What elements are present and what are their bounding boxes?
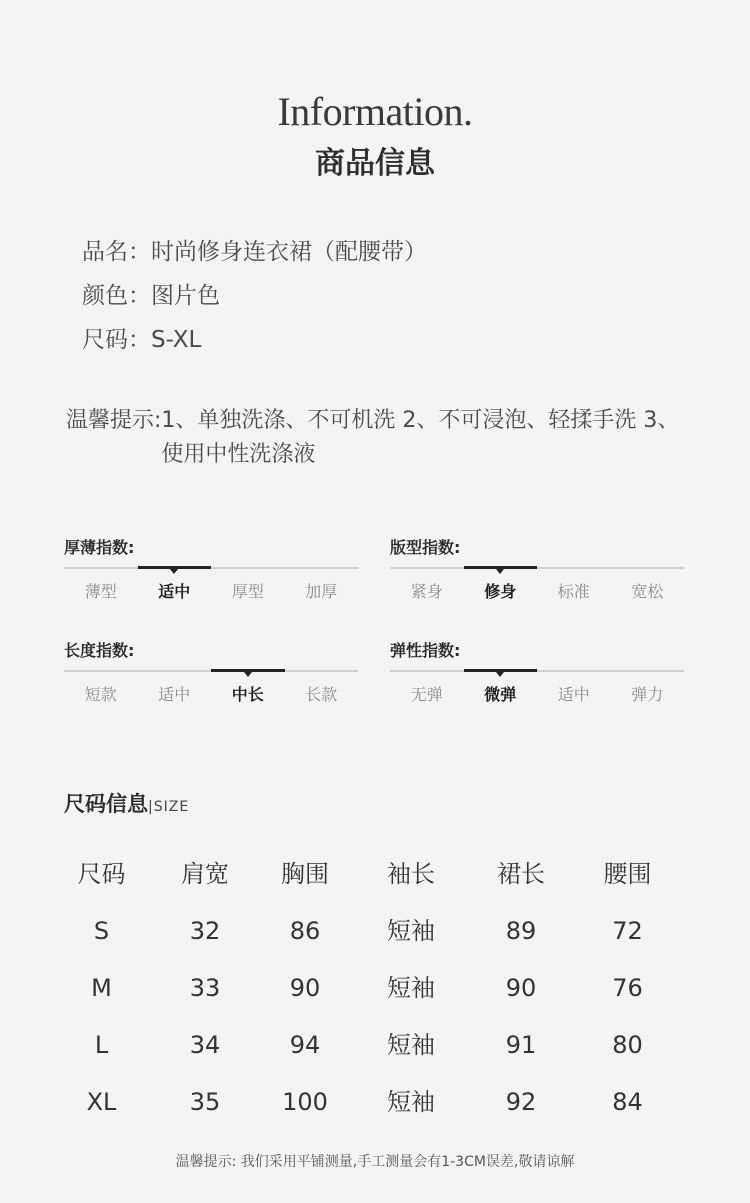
table-cell: 89: [505, 917, 537, 945]
table-cell: 90: [289, 974, 321, 1002]
table-cell: 84: [612, 1088, 643, 1116]
table-header-cell: 胸围: [281, 860, 329, 888]
table-row: [48, 960, 680, 1017]
table-cell: 92: [505, 1088, 537, 1116]
index-bar: [64, 567, 358, 569]
info-label: 品名：: [82, 239, 151, 265]
table-cell: M: [91, 974, 112, 1002]
index-title: 长度指数:: [64, 641, 135, 660]
table-cell: 32: [189, 917, 221, 945]
table-header-cell: 腰围: [603, 860, 652, 888]
table-cell: 短袖: [387, 1088, 435, 1116]
care-tip-label: 温馨提示:: [66, 408, 162, 433]
product-info: [82, 230, 427, 362]
table-cell: 76: [612, 974, 643, 1002]
info-value: S-XL: [151, 327, 202, 353]
index-pointer-icon: [170, 569, 178, 574]
table-cell: 35: [189, 1088, 221, 1116]
index-option-selected: 微弹: [484, 685, 517, 704]
table-cell: 86: [289, 917, 321, 945]
page-title-en: Information.: [277, 89, 473, 134]
info-row-color: [82, 274, 427, 318]
index-option: 无弹: [410, 685, 443, 704]
index-pointer-icon: [496, 672, 504, 677]
table-cell: 短袖: [387, 974, 435, 1002]
table-header-cell: 肩宽: [181, 860, 229, 888]
size-table: [48, 846, 680, 1131]
table-cell: L: [94, 1031, 109, 1059]
index-option: 适中: [557, 685, 590, 704]
table-cell: 91: [505, 1031, 537, 1059]
index-length: [64, 636, 358, 705]
table-cell: 短袖: [387, 1031, 435, 1059]
table-cell: S: [93, 917, 110, 945]
index-option: 标准: [557, 582, 590, 601]
index-elasticity: [390, 636, 684, 705]
index-option-selected: 修身: [484, 582, 517, 601]
index-title: 弹性指数:: [390, 641, 461, 660]
table-cell: XL: [86, 1088, 117, 1116]
table-cell: 80: [612, 1031, 643, 1059]
index-fit: [390, 533, 684, 602]
table-cell: 90: [505, 974, 537, 1002]
index-bar: [390, 670, 684, 672]
index-thickness: [64, 533, 358, 602]
table-row: [48, 903, 680, 960]
index-option: 薄型: [84, 582, 117, 601]
info-value: 时尚修身连衣裙（配腰带）: [151, 239, 427, 265]
table-header-row: [48, 846, 680, 903]
index-option-selected: 中长: [231, 685, 264, 704]
info-row-name: [82, 230, 427, 274]
table-cell: 94: [289, 1031, 321, 1059]
table-header-cell: 裙长: [497, 860, 545, 888]
info-row-size: [82, 318, 427, 362]
table-row: [48, 1017, 680, 1074]
page-title-cn: 商品信息: [315, 146, 435, 181]
info-value: 图片色: [151, 283, 220, 309]
size-section-title: [64, 788, 189, 818]
index-bar: [64, 670, 358, 672]
table-cell: 72: [612, 917, 643, 945]
table-cell: 33: [189, 974, 221, 1002]
info-label: 尺码：: [82, 327, 151, 353]
table-cell: 34: [189, 1031, 221, 1059]
table-header-cell: 袖长: [387, 860, 435, 888]
index-option: 厚型: [231, 582, 264, 601]
index-bar: [390, 567, 684, 569]
table-row: [48, 1074, 680, 1131]
index-title: 厚薄指数:: [64, 538, 135, 557]
index-option: 适中: [158, 685, 191, 704]
table-header-cell: 尺码: [77, 860, 126, 888]
size-title-sub: |SIZE: [148, 799, 190, 815]
table-cell: 100: [282, 1088, 328, 1116]
index-pointer-icon: [244, 672, 252, 677]
care-tip-text: 1、单独洗涤、不可机洗 2、不可浸泡、轻揉手洗 3、使用中性洗涤液: [161, 408, 680, 467]
size-title-cn: 尺码信息: [64, 792, 148, 816]
care-tip: [66, 404, 696, 472]
index-option-selected: 适中: [158, 582, 191, 601]
measurement-note: 温馨提示: 我们采用平铺测量,手工测量会有1-3CM误差,敬请谅解: [175, 1154, 575, 1170]
info-label: 颜色：: [82, 283, 151, 309]
index-option: 宽松: [631, 582, 664, 601]
index-option: 短款: [84, 685, 117, 704]
index-title: 版型指数:: [390, 538, 461, 557]
index-option: 长款: [305, 685, 338, 704]
index-option: 弹力: [631, 685, 664, 704]
table-cell: 短袖: [387, 917, 435, 945]
index-option: 紧身: [410, 582, 443, 601]
index-pointer-icon: [496, 569, 504, 574]
index-option: 加厚: [305, 582, 338, 601]
